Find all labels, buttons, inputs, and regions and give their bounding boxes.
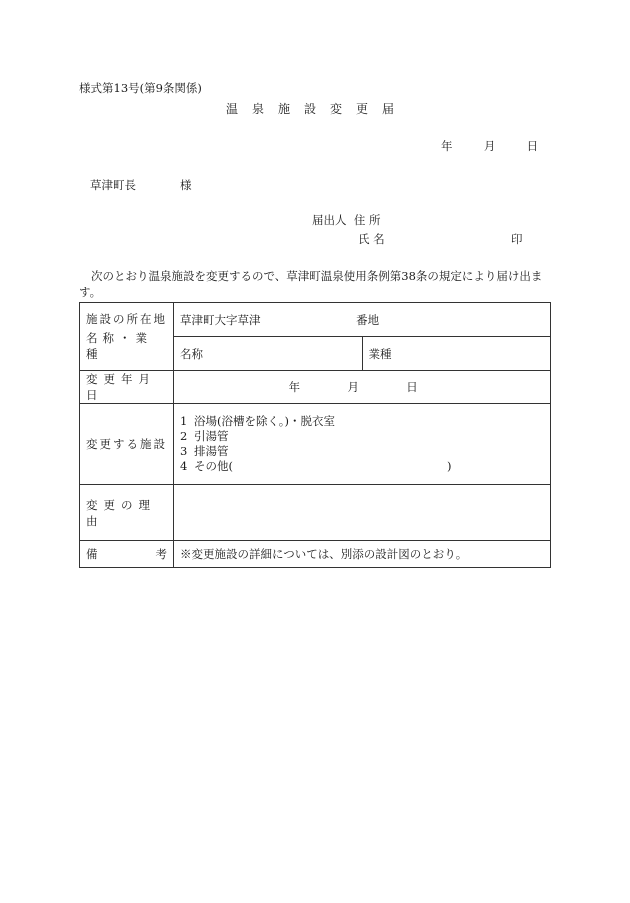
location-label-cell <box>80 303 174 371</box>
change-day-label: 日 <box>406 380 418 394</box>
applicant-label: 届出人 <box>312 213 347 227</box>
facility-name-cell[interactable] <box>174 337 363 371</box>
change-month-label: 月 <box>347 380 359 394</box>
date-day-label: 日 <box>526 139 539 153</box>
facility-name-label: 名称 <box>180 346 203 361</box>
address-label: 住 所 <box>353 213 381 227</box>
date-month-label: 月 <box>483 139 496 153</box>
remarks-label-right: 考 <box>155 547 167 561</box>
date-year-label: 年 <box>441 139 453 153</box>
change-date-label-cell: 変更年月日 <box>80 371 174 404</box>
applicant-address-row <box>312 212 380 228</box>
addressee-honorific: 様 <box>180 178 192 192</box>
facility-label-cell: 変更する施設 <box>80 404 174 485</box>
business-type-label: 業種 <box>368 346 392 361</box>
location-value-cell[interactable] <box>174 303 551 337</box>
change-year-label: 年 <box>288 380 301 394</box>
facility-list-cell[interactable] <box>174 404 551 485</box>
change-date-cell[interactable] <box>174 371 551 404</box>
location-value: 草津町大字草津 <box>180 312 261 327</box>
remarks-label-left: 備 <box>86 547 98 561</box>
lot-label: 番地 <box>356 312 380 327</box>
remarks-value: ※変更施設の詳細については、別添の設計図のとおり。 <box>180 547 468 561</box>
name-label: 氏 名 <box>358 232 385 246</box>
document-title: 温泉施設変更届 <box>226 102 409 116</box>
addressee <box>90 177 192 193</box>
reason-value-cell[interactable] <box>174 485 551 541</box>
location-label-line2: 名称・業種 <box>86 331 152 361</box>
form-table <box>79 302 551 568</box>
seal-mark: 印 <box>511 232 523 246</box>
business-type-cell[interactable] <box>362 337 551 371</box>
location-label-line1: 施設の所在地 <box>86 312 167 326</box>
facility-item[interactable]: 2 引湯管 <box>180 429 229 443</box>
submission-date <box>441 138 538 154</box>
reason-label-cell: 変更の理由 <box>80 485 174 541</box>
form-number: 様式第13号(第9条関係) <box>79 81 202 95</box>
addressee-name: 草津町長 <box>90 178 136 192</box>
other-close-paren: ) <box>447 459 452 473</box>
facility-item[interactable]: 1 浴場(浴槽を除く。)・脱衣室 <box>180 414 335 428</box>
remarks-value-cell[interactable] <box>174 541 551 568</box>
facility-item-other[interactable]: 4 その他( ) <box>180 459 452 473</box>
applicant-name-row <box>358 231 385 247</box>
body-text: 次のとおり温泉施設を変更するので、草津町温泉使用条例第38条の規定により届け出ます。 <box>79 269 543 299</box>
facility-item[interactable]: 3 排湯管 <box>180 444 229 458</box>
remarks-label-cell <box>80 541 174 568</box>
